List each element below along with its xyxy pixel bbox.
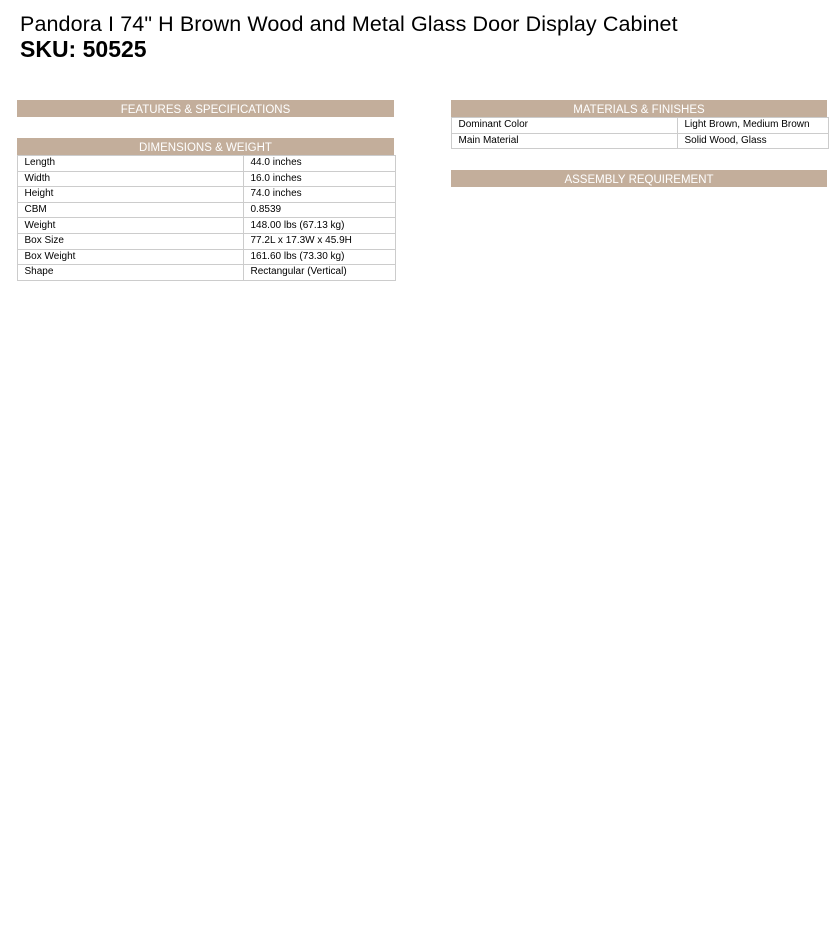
table-row xyxy=(18,265,396,281)
table-row xyxy=(452,133,829,149)
product-sku: SKU: 50525 xyxy=(20,36,147,62)
dimension-label-weight: Weight xyxy=(18,218,244,234)
dimensions-weight-header: DIMENSIONS & WEIGHT xyxy=(17,138,394,155)
table-row xyxy=(18,171,396,187)
dimension-label-box-size: Box Size xyxy=(18,233,244,249)
dimension-label-height: Height xyxy=(18,187,244,203)
material-value-dominant-color: Light Brown, Medium Brown xyxy=(678,118,829,134)
material-label-dominant-color: Dominant Color xyxy=(452,118,678,134)
table-row xyxy=(18,233,396,249)
assembly-requirement-header: ASSEMBLY REQUIREMENT xyxy=(451,170,827,187)
table-row xyxy=(18,249,396,265)
dimension-label-box-weight: Box Weight xyxy=(18,249,244,265)
features-specifications-header: FEATURES & SPECIFICATIONS xyxy=(17,100,394,117)
product-title: Pandora I 74" H Brown Wood and Metal Glass Door Display Cabinet xyxy=(20,12,678,36)
table-row xyxy=(18,202,396,218)
material-label-main-material: Main Material xyxy=(452,133,678,149)
dimension-value-width: 16.0 inches xyxy=(244,171,396,187)
dimensions-weight-table xyxy=(17,155,396,281)
dimension-value-box-weight: 161.60 lbs (73.30 kg) xyxy=(244,249,396,265)
dimension-value-weight: 148.00 lbs (67.13 kg) xyxy=(244,218,396,234)
dimension-label-cbm: CBM xyxy=(18,202,244,218)
table-row xyxy=(452,118,829,134)
table-row xyxy=(18,156,396,172)
materials-finishes-table xyxy=(451,117,829,149)
dimension-value-length: 44.0 inches xyxy=(244,156,396,172)
dimension-value-height: 74.0 inches xyxy=(244,187,396,203)
table-row xyxy=(18,218,396,234)
dimension-value-box-size: 77.2L x 17.3W x 45.9H xyxy=(244,233,396,249)
dimension-label-shape: Shape xyxy=(18,265,244,281)
dimension-label-length: Length xyxy=(18,156,244,172)
dimension-value-cbm: 0.8539 xyxy=(244,202,396,218)
dimension-value-shape: Rectangular (Vertical) xyxy=(244,265,396,281)
table-row xyxy=(18,187,396,203)
dimension-label-width: Width xyxy=(18,171,244,187)
materials-finishes-header: MATERIALS & FINISHES xyxy=(451,100,827,117)
material-value-main-material: Solid Wood, Glass xyxy=(678,133,829,149)
